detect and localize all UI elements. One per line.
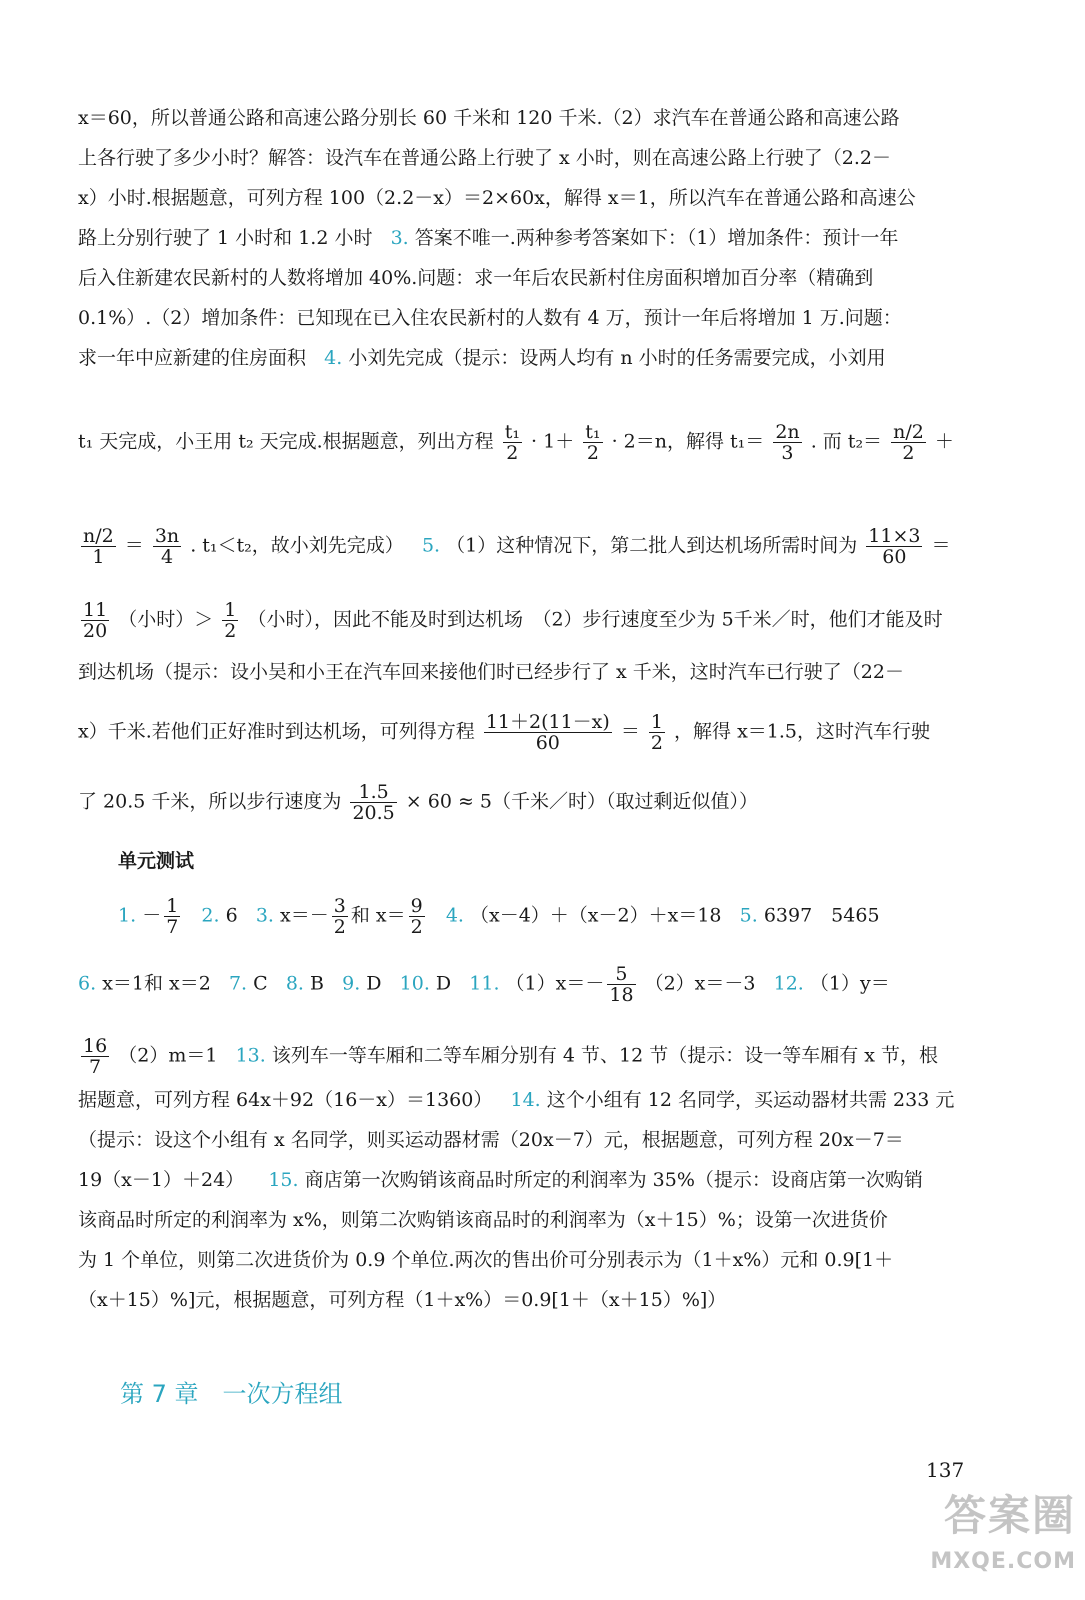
denominator: 2 bbox=[224, 620, 237, 642]
text-run: （2）m＝1 bbox=[118, 1044, 218, 1067]
numerator: 11＋2(11－x) bbox=[485, 711, 610, 733]
question-number: 3. bbox=[255, 904, 274, 927]
numerator: n/2 bbox=[83, 525, 114, 547]
fraction bbox=[164, 896, 180, 937]
question-number: 8. bbox=[285, 972, 304, 995]
question-number: 9. bbox=[342, 972, 361, 995]
text-run: （2）x＝－3 bbox=[644, 972, 756, 995]
numerator: 3n bbox=[154, 525, 180, 547]
text-run: ＋ bbox=[934, 430, 954, 453]
text-line bbox=[78, 782, 1018, 823]
fraction bbox=[866, 526, 922, 567]
fraction bbox=[649, 712, 665, 753]
numerator: 1 bbox=[224, 599, 237, 621]
fraction bbox=[81, 1036, 109, 1077]
watermark-title: 答案圈 bbox=[943, 1491, 1076, 1540]
text-run: （1）y＝ bbox=[809, 972, 890, 995]
denominator: 2 bbox=[410, 916, 423, 938]
fraction bbox=[81, 600, 109, 641]
question-number: 4. bbox=[445, 904, 464, 927]
text-run: 答案不唯一.两种参考答案如下：（1）增加条件：预计一年 bbox=[414, 227, 899, 249]
question-number: 14. bbox=[510, 1089, 541, 1111]
text-line bbox=[78, 600, 1018, 641]
text-line: 后入住新建农民新村的人数将增加 40%.问题：求一年后农民新村住房面积增加百分率（精确到 bbox=[78, 267, 874, 289]
chapter-title: 一次方程组 bbox=[222, 1380, 343, 1408]
text-run: ＝ bbox=[931, 534, 951, 557]
text-run: 6 bbox=[225, 904, 238, 927]
denominator: 7 bbox=[166, 916, 179, 938]
numerator: 9 bbox=[410, 895, 423, 917]
question-number: 7. bbox=[228, 972, 248, 995]
numerator: 1.5 bbox=[350, 782, 396, 803]
question-number: 15. bbox=[268, 1169, 299, 1191]
fraction bbox=[81, 526, 116, 567]
fraction bbox=[222, 600, 238, 641]
fraction bbox=[332, 896, 348, 937]
question-number: 5. bbox=[421, 534, 441, 557]
answer-row bbox=[78, 1036, 1018, 1077]
numerator: t₁ bbox=[585, 421, 601, 443]
fraction bbox=[891, 422, 926, 463]
denominator: 2 bbox=[902, 442, 915, 464]
numerator: t₁ bbox=[504, 421, 520, 443]
text-run: 和 x＝ bbox=[350, 904, 406, 927]
text-run: 据题意，可列方程 64x＋92（16－x）＝1360） bbox=[78, 1089, 493, 1111]
question-number: 6. bbox=[78, 972, 97, 995]
denominator: 2 bbox=[333, 916, 346, 938]
numerator: n/2 bbox=[893, 421, 924, 443]
answer-row: （提示：设这个小组有 x 名同学，则买运动器材需（20x－7）元，根据题意，可列方程 20x－7＝ bbox=[78, 1129, 904, 1151]
fraction bbox=[503, 422, 522, 463]
denominator: 18 bbox=[609, 984, 634, 1006]
watermark-logo bbox=[866, 1488, 1076, 1596]
answer-row bbox=[78, 1088, 1018, 1112]
text-run: 6397 5465 bbox=[763, 904, 880, 927]
denominator: 60 bbox=[535, 732, 560, 754]
question-number: 12. bbox=[773, 972, 804, 995]
text-line bbox=[78, 712, 1018, 753]
question-number: 5. bbox=[739, 904, 758, 927]
text-run: （x－4）＋（x－2）＋x＝18 bbox=[470, 904, 722, 927]
answer-row: （x＋15）%]元，根据题意，可列方程（1＋x%）＝0.9[1＋（x＋15）%]） bbox=[78, 1289, 727, 1311]
text-run: （小时）＞ bbox=[118, 608, 214, 631]
numerator: 2n bbox=[775, 421, 800, 443]
fraction bbox=[409, 896, 425, 937]
question-number: 13. bbox=[235, 1044, 266, 1067]
text-run: . 而 t₂＝ bbox=[810, 430, 883, 453]
question-number: 4. bbox=[324, 347, 343, 369]
text-run: 这个小组有 12 名同学，买运动器材共需 233 元 bbox=[546, 1089, 955, 1111]
text-line bbox=[78, 226, 1018, 250]
fraction bbox=[583, 422, 602, 463]
text-run: （1）x＝－ bbox=[505, 972, 605, 995]
answer-row bbox=[78, 964, 1018, 1005]
denominator: 20 bbox=[83, 620, 108, 642]
text-line: x）小时.根据题意，可列方程 100（2.2－x）＝2×60x，解得 x＝1，所以汽车在普通公路和高速公 bbox=[78, 187, 916, 209]
text-line: 到达机场（提示：设小吴和小王在汽车回来接他们时已经步行了 x 千米，这时汽车已行驶了（22－ bbox=[78, 661, 904, 683]
denominator: 20.5 bbox=[352, 802, 395, 824]
question-number: 11. bbox=[469, 972, 500, 995]
watermark-url: MXQE.COM bbox=[930, 1549, 1076, 1574]
question-number: 2. bbox=[201, 904, 220, 927]
chapter-label: 第 7 章 bbox=[120, 1380, 199, 1408]
text-run: D bbox=[366, 972, 382, 995]
text-run: （1）这种情况下，第二批人到达机场所需时间为 bbox=[446, 534, 858, 557]
denominator: 7 bbox=[89, 1056, 102, 1078]
text-run: C bbox=[253, 972, 268, 995]
text-run: . t₁＜t₂，故小刘先完成） bbox=[190, 534, 404, 557]
text-run: ，解得 x＝1.5，这时汽车行驶 bbox=[674, 720, 931, 743]
fraction bbox=[350, 782, 396, 823]
numerator: 11 bbox=[83, 599, 108, 621]
answer-row bbox=[118, 896, 1058, 937]
text-run: B bbox=[310, 972, 324, 995]
text-run: D bbox=[435, 972, 452, 995]
text-line bbox=[78, 422, 1018, 463]
question-number: 3. bbox=[390, 227, 409, 249]
section-heading: 单元测试 bbox=[118, 850, 195, 872]
text-run: 路上分别行驶了 1 小时和 1.2 小时 bbox=[78, 227, 373, 249]
answer-row: 为 1 个单位，则第二次进货价为 0.9 个单位.两次的售出价可分别表示为（1＋x%）元和 0.9[1＋ bbox=[78, 1249, 894, 1271]
numerator: 3 bbox=[333, 895, 346, 917]
denominator: 2 bbox=[586, 442, 599, 464]
denominator: 2 bbox=[650, 732, 663, 754]
text-run: ＝ bbox=[620, 720, 640, 743]
fraction bbox=[153, 526, 181, 567]
denominator: 4 bbox=[160, 546, 174, 568]
text-run: x＝1和 x＝2 bbox=[102, 972, 211, 995]
chapter-heading bbox=[120, 1374, 343, 1409]
answer-row: 该商品时所定的利润率为 x%，则第二次购销该商品时的利润率为（x＋15）%；设第一次进货价 bbox=[78, 1209, 888, 1231]
denominator: 1 bbox=[92, 546, 105, 568]
denominator: 60 bbox=[882, 546, 907, 568]
text-run: x）千米.若他们正好准时到达机场，可列得方程 bbox=[78, 720, 475, 743]
text-run: 小刘先完成（提示：设两人均有 n 小时的任务需要完成，小刘用 bbox=[348, 347, 886, 369]
text-line: 0.1%）.（2）增加条件：已知现在已入住农民新村的人数有 4 万，预计一年后将增加 1 万.问题： bbox=[78, 307, 902, 329]
text-run: ＝ bbox=[124, 534, 144, 557]
answer-row bbox=[78, 1168, 1018, 1192]
text-run: 该列车一等车厢和二等车厢分别有 4 节、12 节（提示：设一等车厢有 x 节，根 bbox=[271, 1044, 939, 1067]
numerator: 5 bbox=[607, 964, 635, 985]
text-run: × 60 ≈ 5（千米／时）（取过剩近似值）） bbox=[405, 790, 759, 813]
text-run: 商店第一次购销该商品时所定的利润率为 35%（提示：设商店第一次购销 bbox=[304, 1169, 923, 1191]
text-line bbox=[78, 526, 1018, 567]
text-run: t₁ 天完成，小王用 t₂ 天完成.根据题意，列出方程 bbox=[78, 430, 494, 453]
numerator: 11×3 bbox=[868, 525, 921, 547]
denominator: 3 bbox=[781, 442, 794, 464]
fraction bbox=[484, 712, 612, 753]
text-run: · 1＋ bbox=[531, 430, 575, 453]
text-run: 求一年中应新建的住房面积 bbox=[78, 347, 307, 369]
question-number: 10. bbox=[399, 972, 430, 995]
text-run: 19（x－1）＋24） bbox=[78, 1169, 245, 1191]
fraction bbox=[773, 422, 801, 463]
text-run: （小时），因此不能及时到达机场 （2）步行速度至少为 5千米／时，他们才能及时 bbox=[247, 608, 943, 631]
text-run: · 2＝n，解得 t₁＝ bbox=[611, 430, 765, 453]
numerator: 1 bbox=[166, 895, 179, 917]
fraction bbox=[607, 964, 635, 1005]
text-line: 上各行驶了多少小时？解答：设汽车在普通公路上行驶了 x 小时，则在高速公路上行驶了（2.2－ bbox=[78, 147, 892, 169]
text-run: － bbox=[142, 904, 162, 927]
numerator: 1 bbox=[650, 711, 663, 733]
page-number: 137 bbox=[926, 1458, 965, 1482]
text-run: x＝－ bbox=[280, 904, 329, 927]
denominator: 2 bbox=[506, 442, 519, 464]
question-number: 1. bbox=[118, 904, 137, 927]
text-line: x＝60，所以普通公路和高速公路分别长 60 千米和 120 千米.（2）求汽车在普通公路和高速公路 bbox=[78, 107, 900, 129]
text-line bbox=[78, 346, 1018, 370]
text-run: 了 20.5 千米，所以步行速度为 bbox=[78, 790, 342, 813]
numerator: 16 bbox=[83, 1035, 108, 1057]
